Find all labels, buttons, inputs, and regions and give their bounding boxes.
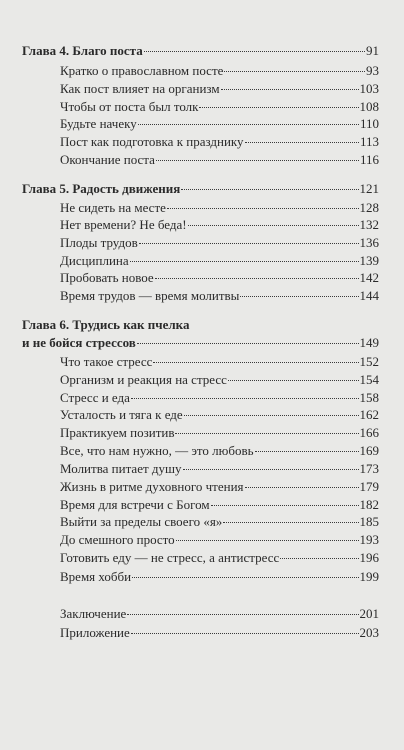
entry-title: Пост как подготовка к празднику bbox=[60, 134, 244, 149]
page-number: 179 bbox=[359, 479, 379, 494]
page-number: 166 bbox=[359, 425, 379, 440]
toc-entry bbox=[60, 252, 379, 269]
dot-leader bbox=[245, 487, 359, 488]
dot-leader bbox=[255, 451, 359, 452]
dot-leader bbox=[183, 469, 359, 470]
page-number: 139 bbox=[359, 253, 379, 268]
entry-title: Пробовать новое bbox=[60, 270, 154, 285]
entry-title: Заключение bbox=[60, 606, 127, 621]
entry-title: Жизнь в ритме духовного чтения bbox=[60, 479, 244, 494]
entry-title: Время трудов — время молитвы bbox=[60, 288, 240, 303]
chapter-title-line-2: и не бойся стрессов bbox=[22, 335, 136, 350]
toc-entry bbox=[60, 513, 379, 530]
toc-entry bbox=[60, 371, 379, 388]
entry-title: Нет времени? Не беда! bbox=[60, 217, 187, 232]
dot-leader bbox=[144, 51, 365, 52]
page-number: 196 bbox=[359, 550, 379, 565]
dot-leader bbox=[175, 433, 358, 434]
entry-title: До смешного просто bbox=[60, 532, 175, 547]
dot-leader bbox=[199, 107, 358, 108]
page-number: 110 bbox=[359, 116, 379, 131]
toc-entry bbox=[60, 353, 379, 370]
page-number: 113 bbox=[359, 134, 379, 149]
toc-entry bbox=[60, 287, 379, 304]
entry-title: Готовить еду — не стресс, а антистресс bbox=[60, 550, 280, 565]
entry-title: Время хобби bbox=[60, 569, 132, 584]
toc-entry bbox=[60, 460, 379, 477]
entry-title: Выйти за пределы своего «я» bbox=[60, 514, 223, 529]
page-number: 173 bbox=[359, 461, 379, 476]
dot-leader bbox=[184, 415, 359, 416]
toc-entry bbox=[60, 442, 379, 459]
toc-entry bbox=[60, 568, 379, 585]
toc-entry bbox=[60, 424, 379, 441]
page-number: 169 bbox=[359, 443, 379, 458]
entry-title: Плоды трудов bbox=[60, 235, 138, 250]
dot-leader bbox=[211, 505, 359, 506]
entry-title: Чтобы от поста был толк bbox=[60, 99, 199, 114]
dot-leader bbox=[245, 142, 359, 143]
dot-leader bbox=[155, 278, 359, 279]
dot-leader bbox=[139, 243, 359, 244]
page-number: 185 bbox=[359, 514, 379, 529]
toc-entry bbox=[60, 115, 379, 132]
toc-entry bbox=[60, 216, 379, 233]
page-number: 203 bbox=[359, 625, 379, 640]
page-number: 182 bbox=[359, 497, 379, 512]
toc-entry bbox=[60, 496, 379, 513]
entry-title: Организм и реакция на стресс bbox=[60, 372, 227, 387]
page-number: 116 bbox=[359, 152, 379, 167]
toc-entry-conclusion bbox=[60, 605, 379, 622]
toc-entry bbox=[60, 151, 379, 168]
dot-leader bbox=[130, 261, 359, 262]
dot-leader bbox=[153, 362, 358, 363]
page-number: 91 bbox=[366, 43, 379, 58]
entry-title: Будьте начеку bbox=[60, 116, 137, 131]
toc-entry bbox=[60, 98, 379, 115]
dot-leader bbox=[228, 380, 359, 381]
page-number: 154 bbox=[359, 372, 379, 387]
dot-leader bbox=[132, 577, 358, 578]
toc-entry bbox=[60, 531, 379, 548]
toc-entry bbox=[60, 234, 379, 251]
page-number: 152 bbox=[359, 354, 379, 369]
toc-chapter-6 bbox=[22, 334, 379, 351]
page-number: 193 bbox=[359, 532, 379, 547]
dot-leader bbox=[167, 208, 359, 209]
entry-title: Кратко о православном посте bbox=[60, 63, 224, 78]
page-number: 142 bbox=[359, 270, 379, 285]
entry-title: Время для встречи с Богом bbox=[60, 497, 210, 512]
toc-chapter-5 bbox=[22, 180, 379, 197]
entry-title: Окончание поста bbox=[60, 152, 155, 167]
page-number: 93 bbox=[366, 63, 379, 78]
toc-entry bbox=[60, 549, 379, 566]
page-number: 103 bbox=[359, 81, 379, 96]
dot-leader bbox=[223, 522, 358, 523]
toc-chapter-4 bbox=[22, 42, 379, 59]
page-number: 132 bbox=[359, 217, 379, 232]
toc-entry-appendix bbox=[60, 624, 379, 641]
page-number: 199 bbox=[359, 569, 379, 584]
toc-entry bbox=[60, 389, 379, 406]
toc-entry bbox=[60, 62, 379, 79]
entry-title: Практикуем позитив bbox=[60, 425, 175, 440]
dot-leader bbox=[181, 189, 358, 190]
dot-leader bbox=[131, 633, 359, 634]
dot-leader bbox=[127, 614, 358, 615]
page-number: 121 bbox=[359, 181, 379, 196]
page-number: 158 bbox=[359, 390, 379, 405]
entry-title: Дисциплина bbox=[60, 253, 129, 268]
entry-title: Не сидеть на месте bbox=[60, 200, 166, 215]
dot-leader bbox=[240, 296, 358, 297]
toc-entry bbox=[60, 199, 379, 216]
page-number: 108 bbox=[359, 99, 379, 114]
chapter-title: Глава 4. Благо поста bbox=[22, 43, 143, 58]
dot-leader bbox=[221, 89, 359, 90]
page-number: 149 bbox=[359, 335, 379, 350]
dot-leader bbox=[176, 540, 359, 541]
dot-leader bbox=[131, 398, 359, 399]
entry-title: Стресс и еда bbox=[60, 390, 130, 405]
entry-title: Как пост влияет на организм bbox=[60, 81, 220, 96]
dot-leader bbox=[137, 343, 359, 344]
entry-title: Приложение bbox=[60, 625, 130, 640]
chapter-title-line-1: Глава 6. Трудись как пчелка bbox=[22, 317, 190, 332]
toc-entry bbox=[60, 406, 379, 423]
dot-leader bbox=[156, 160, 359, 161]
entry-title: Все, что нам нужно, — это любовь bbox=[60, 443, 254, 458]
dot-leader bbox=[138, 124, 359, 125]
entry-title: Что такое стресс bbox=[60, 354, 153, 369]
dot-leader bbox=[280, 558, 358, 559]
page-number: 144 bbox=[359, 288, 379, 303]
toc-entry bbox=[60, 478, 379, 495]
toc-entry bbox=[60, 133, 379, 150]
toc-entry bbox=[60, 80, 379, 97]
entry-title: Молитва питает душу bbox=[60, 461, 182, 476]
page-number: 136 bbox=[359, 235, 379, 250]
page-number: 201 bbox=[359, 606, 379, 621]
entry-title: Усталость и тяга к еде bbox=[60, 407, 183, 422]
dot-leader bbox=[188, 225, 359, 226]
page-number: 162 bbox=[359, 407, 379, 422]
toc-entry bbox=[60, 269, 379, 286]
chapter-title: Глава 5. Радость движения bbox=[22, 181, 181, 196]
dot-leader bbox=[224, 71, 365, 72]
page-number: 128 bbox=[359, 200, 379, 215]
